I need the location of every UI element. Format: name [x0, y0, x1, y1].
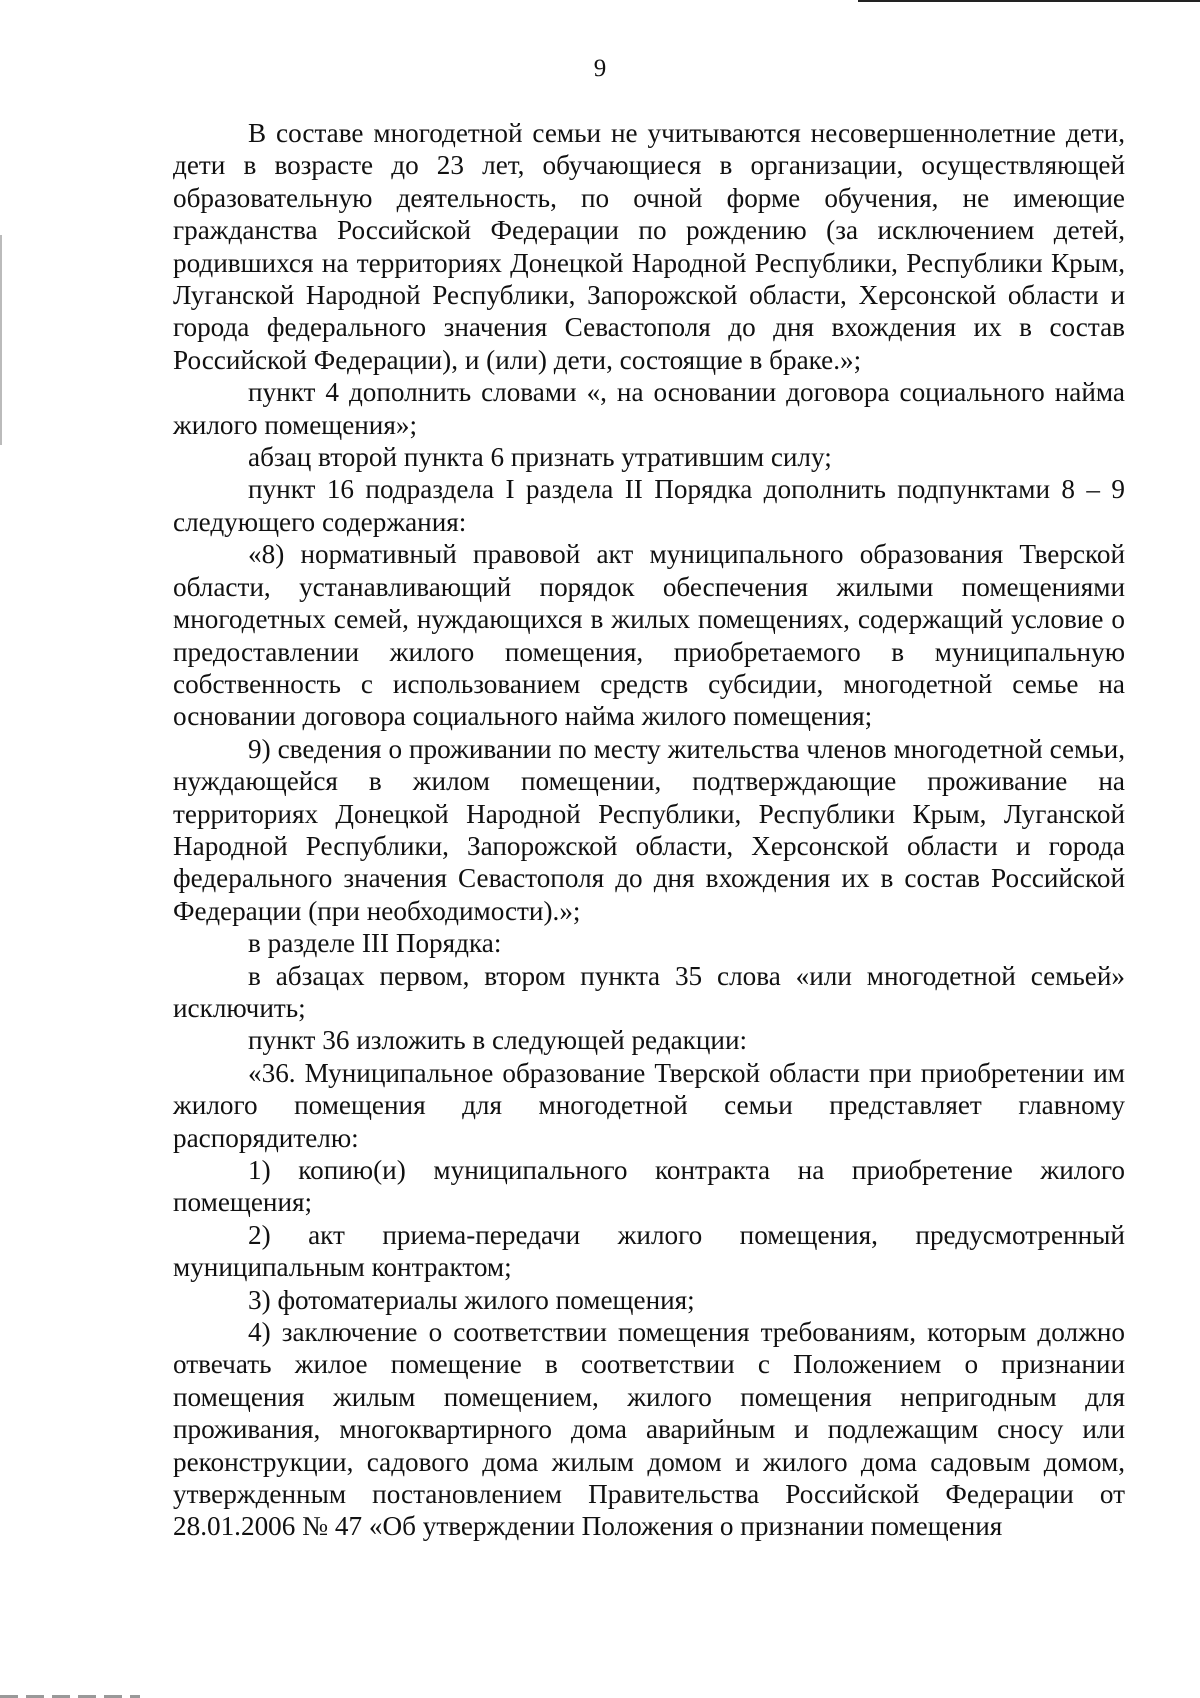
paragraph: 2) акт приема-передачи жилого помещения, предусмотренный муниципальным контрактом;	[173, 1219, 1125, 1283]
scan-border-top	[858, 0, 1200, 2]
paragraph: 4) заключение о соответствии помещения требованиям, которым должно отвечать жилое помещение в соответствии с Положением о признании помещения жилым помещением, жилого помещения непригодным для проживания, многоквартирного дома аварийным и подлежащим сносу или реконструкции, садового дома жилым домом и жилого дома садовым домом, утвержденным постановлением Правительства Российской Федерации от 28.01.2006 № 47 «Об утверждении Положения о признании помещения	[173, 1317, 1125, 1542]
paragraph: в разделе III Порядка:	[248, 928, 502, 959]
paragraph: В составе многодетной семьи не учитываются несовершеннолетние дети, дети в возрасте до 23 лет, обучающиеся в организации, осуществляющей образовательную деятельность, по очной форме обучения, не имеющие гражданства Российской Федерации по рождению (за исключением детей, родившихся на территориях Донецкой Народной Республики, Республики Крым, Луганской Народной Республики, Запорожской области, Херсонской области и города федерального значения Севастополя до дня вхождения их в состав Российской Федерации), и (или) дети, состоящие в браке.»;	[173, 118, 1125, 375]
scan-border-left	[0, 235, 2, 445]
paragraph: «36. Муниципальное образование Тверской области при приобретении им жилого помещения для многодетной семьи представляет главному распорядителю:	[173, 1057, 1125, 1153]
paragraph: пункт 4 дополнить словами «, на основании договора социального найма жилого помещения»;	[173, 377, 1125, 440]
document-body	[173, 117, 1125, 1543]
paragraph: абзац второй пункта 6 признать утратившим силу;	[248, 442, 832, 473]
paragraph: в абзацах первом, втором пункта 35 слова «или многодетной семьей» исключить;	[173, 960, 1125, 1023]
paragraph: 9) сведения о проживании по месту жительства членов многодетной семьи, нуждающейся в жилом помещении, подтверждающие проживание на территориях Донецкой Народной Республики, Республики Крым, Луганской Народной Республики, Запорожской области, Херсонской области и города федерального значения Севастополя до дня вхождения их в состав Российской Федерации (при необходимости).»;	[173, 733, 1125, 926]
paragraph: пункт 16 подраздела I раздела II Порядка дополнить подпунктами 8 – 9 следующего содержания:	[173, 474, 1125, 537]
paragraph: «8) нормативный правовой акт муниципального образования Тверской области, устанавливающий порядок обеспечения жилыми помещениями многодетных семей, нуждающихся в жилых помещениях, содержащий условие о предоставлении жилого помещения, приобретаемого в муниципальную собственность с использованием средств субсидии, многодетной семье на основании договора социального найма жилого помещения;	[173, 539, 1125, 732]
page-number: 9	[593, 55, 607, 82]
paragraph: пункт 36 изложить в следующей редакции:	[248, 1025, 748, 1056]
paragraph: 3) фотоматериалы жилого помещения;	[248, 1284, 695, 1315]
paragraph: 1) копию(и) муниципального контракта на приобретение жилого помещения;	[173, 1155, 1125, 1218]
